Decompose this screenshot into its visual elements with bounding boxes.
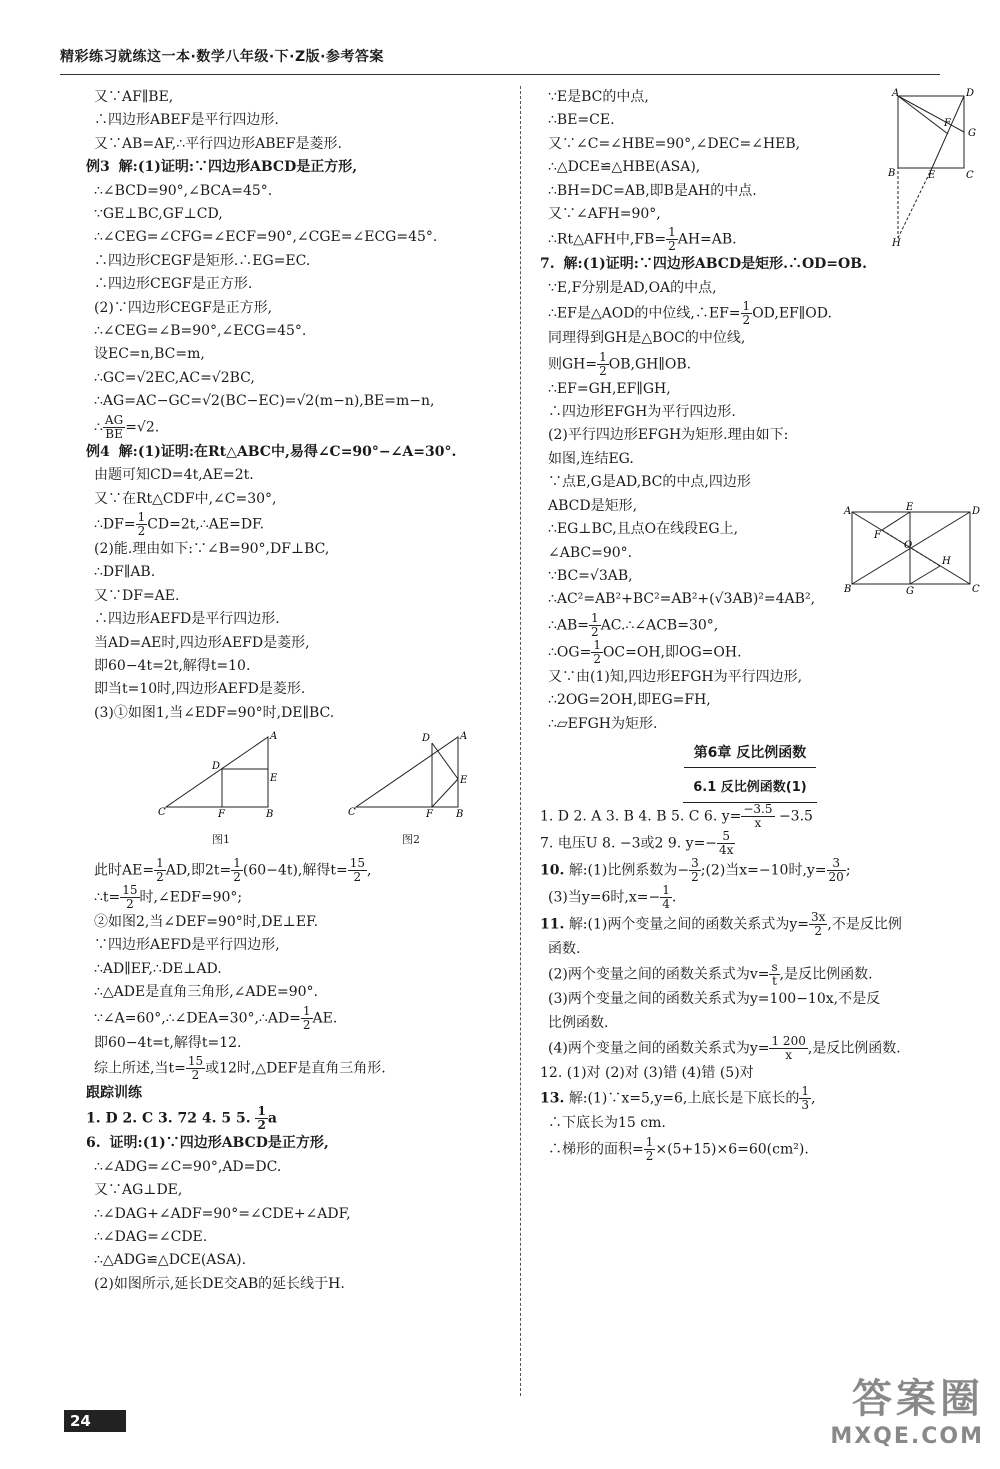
- example-label: 例4: [86, 443, 110, 460]
- fraction: $\frac{1}{4}$: [662, 882, 670, 911]
- svg-text:H: H: [942, 556, 951, 567]
- answer-line: 7. 电压U 8. −3或2 9. y=− $\frac{5}{4x}$: [540, 828, 734, 857]
- fraction: $\frac{3}{20}$: [828, 855, 844, 884]
- figure-caption: 图1: [212, 832, 230, 846]
- fraction: $\frac{3}{2}$: [691, 855, 699, 884]
- text-line: ∴EG⊥BC,且点O在线段EG上,: [548, 521, 739, 538]
- svg-text:D: D: [972, 506, 981, 517]
- formula-line: (3)当y=6时,x=− $\frac{1}{4}$ .: [548, 882, 677, 911]
- svg-text:A: A: [270, 731, 278, 743]
- text-line: ∴∠DAG=∠CDE.: [94, 1229, 208, 1246]
- text-line: ∵E,F分别是AD,OA的中点,: [548, 279, 717, 296]
- text-line: (2)∵四边形CEGF是正方形,: [94, 299, 273, 316]
- question-10-line: 10. 解:(1)比例系数为− $\frac{3}{2}$ ;(2)当x=−10时,y= $\frac{3}{20}$ ;: [540, 855, 851, 884]
- svg-text:F: F: [944, 118, 951, 129]
- fraction: $\frac{1}{2}$: [668, 225, 676, 254]
- column-divider: [520, 86, 521, 1396]
- watermark-url: MXQE.COM: [830, 1424, 984, 1449]
- text-line: 当AD=AE时,四边形AEFD是菱形,: [94, 634, 310, 651]
- svg-text:O: O: [904, 540, 913, 551]
- fraction: $\frac{1}{2}$: [599, 349, 607, 378]
- text-line: ∴△DCE≌△HBE(ASA),: [548, 159, 701, 176]
- svg-text:C: C: [158, 807, 166, 819]
- fraction: $\frac{1 200}{x}$: [771, 1033, 806, 1062]
- svg-text:E: E: [270, 773, 278, 785]
- text-line: 如图,连结EG.: [548, 450, 634, 467]
- text-line: ∴GC=√2EC,AC=√2BC,: [94, 369, 255, 386]
- svg-text:F: F: [426, 809, 433, 821]
- text-line: ∴∠ADG=∠C=90°,AD=DC.: [94, 1158, 282, 1175]
- fraction: $\frac{15}{2}$: [187, 1054, 204, 1082]
- text-line: 由题可知CD=4t,AE=2t.: [94, 467, 254, 484]
- answer-line: 12. (1)对 (2)对 (3)错 (4)错 (5)对: [540, 1064, 754, 1081]
- formula-line: 则GH= $\frac{1}{2}$ OB,GH∥OB.: [548, 349, 692, 378]
- formula-line: ∴DF= $\frac{1}{2}$ CD=2t,∴AE=DF.: [94, 509, 265, 538]
- question-6-line: 6. 证明:(1)∵四边形ABCD是正方形,: [86, 1135, 329, 1152]
- formula-line: ∴Rt△AFH中,FB= $\frac{1}{2}$ AH=AB.: [548, 225, 737, 254]
- text-line: ∴2OG=2OH,即EG=FH,: [548, 692, 711, 709]
- text-line: ∠ABC=90°.: [548, 544, 633, 561]
- text-line: 又∵AG⊥DE,: [94, 1182, 183, 1199]
- svg-text:E: E: [928, 170, 936, 181]
- text-line: (2)如图所示,延长DE交AB的延长线于H.: [94, 1275, 345, 1292]
- fraction: $\frac{1}{2}$: [593, 637, 601, 666]
- fraction: $\frac{AG}{BE}$: [104, 412, 124, 441]
- page-number: 24: [64, 1410, 126, 1432]
- fraction: $\frac{s}{t}$: [771, 960, 778, 989]
- answer-line: 1. D 2. C 3. 72 4. 5 5. $\frac{1}{2}$ a: [86, 1104, 277, 1133]
- text-line: ∴AD∥EF,∴DE⊥AD.: [94, 960, 222, 977]
- watermark: [830, 1367, 984, 1449]
- text-line: 设EC=n,BC=m,: [94, 346, 205, 363]
- chapter-title: 第6章 反比例函数: [684, 742, 817, 768]
- section-heading: [540, 774, 960, 802]
- text-line: ∵GE⊥BC,GF⊥CD,: [94, 206, 223, 223]
- svg-text:F: F: [218, 809, 225, 821]
- figure-2-diagram: [346, 729, 476, 819]
- svg-text:H: H: [892, 238, 901, 249]
- figure-1: [156, 729, 286, 851]
- fraction: $\frac{1}{2}$: [156, 855, 164, 884]
- text-line: ∴△ADG≌△DCE(ASA).: [94, 1252, 247, 1269]
- formula-line: ∵∠A=60°,∴∠DEA=30°,∴AD= $\frac{1}{2}$ AE.: [94, 1003, 338, 1032]
- fraction: $\frac{1}{2}$: [645, 1134, 654, 1163]
- chapter-heading: [540, 742, 960, 768]
- text-line: ∴▱EFGH为矩形.: [548, 715, 658, 732]
- formula-line: ∴EF是△AOD的中位线,∴EF= $\frac{1}{2}$ OD,EF∥OD.: [548, 299, 832, 328]
- question-11-line: 11. 解:(1)两个变量之间的函数关系式为y= $\frac{3x}{2}$ ,不是反比例: [540, 909, 902, 938]
- fraction: $\frac{15}{2}$: [122, 882, 138, 911]
- section-title: 6.1 反比例函数(1): [683, 774, 816, 802]
- text-line: ∴△ADE是直角三角形,∠ADE=90°.: [94, 984, 318, 1001]
- rectangle-figure: [842, 502, 981, 597]
- formula-line: ∴梯形的面积= $\frac{1}{2}$ ×(5+15)×6=60(cm²).: [548, 1134, 809, 1163]
- formula-line: 此时AE= $\frac{1}{2}$ AD,即2t= $\frac{1}{2}$ (60−4t),解得t= $\frac{15}{2}$ ,: [94, 855, 372, 884]
- answer-line: 1. D 2. A 3. B 4. B 5. C 6. y= $\frac{-3.5}{x}$ −3.5: [540, 801, 813, 830]
- text-line: ∴下底长为15 cm.: [548, 1115, 666, 1132]
- section-title: 跟踪训练: [86, 1085, 142, 1101]
- text-line: 又∵∠C=∠HBE=90°,∠DEC=∠HEB,: [548, 135, 801, 152]
- formula-line: (2)两个变量之间的函数关系式为v= $\frac{s}{t}$ ,是反比例函数.: [548, 960, 873, 989]
- svg-text:A: A: [844, 506, 852, 517]
- svg-text:B: B: [844, 584, 852, 595]
- figure-1-diagram: [156, 729, 286, 819]
- formula-line: (4)两个变量之间的函数关系式为y= $\frac{1 200}{x}$ ,是反比例函数.: [548, 1033, 901, 1062]
- text-line: 又∵DF=AE.: [94, 587, 180, 604]
- svg-text:B: B: [266, 809, 274, 821]
- svg-text:A: A: [892, 88, 900, 99]
- text-line: (2)平行四边形EFGH为矩形.理由如下:: [548, 427, 789, 444]
- text-line: 同理得到GH是△BOC的中位线,: [548, 330, 746, 347]
- text-line: ∴BH=DC=AB,即B是AH的中点.: [548, 182, 757, 199]
- svg-text:C: C: [972, 584, 980, 595]
- fraction: $\frac{1}{3}$: [801, 1084, 809, 1113]
- text-line: ∴四边形CEGF是矩形.∴EG=EC.: [94, 252, 311, 269]
- fraction: $\frac{1}{2}$: [257, 1104, 266, 1133]
- svg-text:B: B: [456, 809, 464, 821]
- text-line: ∵E是BC的中点,: [548, 89, 649, 105]
- text-line: 比例函数.: [548, 1014, 609, 1031]
- svg-text:A: A: [460, 731, 468, 743]
- fraction: $\frac{5}{4x}$: [719, 828, 734, 857]
- fraction: $\frac{1}{2}$: [742, 299, 751, 328]
- text-line: ∴∠BCD=90°,∠BCA=45°.: [94, 182, 273, 199]
- text-line: (3)①如图1,当∠EDF=90°时,DE∥BC.: [94, 704, 335, 721]
- text-line: ∴DF∥AB.: [94, 564, 156, 581]
- text-line: ∴BE=CE.: [548, 112, 615, 129]
- text-line: 即当t=10时,四边形AEFD是菱形.: [94, 681, 306, 698]
- formula-line: ∴AB= $\frac{1}{2}$ AC.∴∠ACB=30°,: [548, 610, 719, 639]
- example-3-line: 例3 解:(1)证明:∵四边形ABCD是正方形,: [86, 159, 358, 176]
- formula-line: 综上所述,当t= $\frac{15}{2}$ 或12时,△DEF是直角三角形.: [94, 1054, 386, 1082]
- text-line: 又∵AB=AF,∴平行四边形ABEF是菱形.: [94, 135, 342, 152]
- svg-text:E: E: [906, 502, 914, 513]
- svg-text:B: B: [888, 168, 896, 179]
- figure-row: [126, 729, 506, 851]
- text-line: ∵BC=√3AB,: [548, 567, 633, 584]
- example-label: 例3: [86, 159, 110, 176]
- fraction: $\frac{-3.5}{x}$: [743, 801, 773, 830]
- text-line: ∴∠DAG+∠ADF=90°=∠CDE+∠ADF,: [94, 1205, 351, 1222]
- text-line: 又∵在Rt△CDF中,∠C=30°,: [94, 490, 277, 507]
- text-line: ∴四边形CEGF是正方形.: [94, 276, 253, 293]
- text-line: ∴四边形ABEF是平行四边形.: [94, 112, 279, 129]
- text-line: 又∵∠AFH=90°,: [548, 206, 661, 223]
- svg-text:C: C: [348, 807, 356, 819]
- question-13-line: 13. 解:(1)∵x=5,y=6,上底长是下底长的 $\frac{1}{3}$ ,: [540, 1084, 816, 1113]
- svg-text:F: F: [874, 530, 881, 541]
- fraction: $\frac{1}{2}$: [302, 1003, 311, 1032]
- text-line: 函数.: [548, 940, 581, 957]
- fraction: $\frac{1}{2}$: [233, 855, 241, 884]
- text-line: ∴AG=AC−GC=√2(BC−EC)=√2(m−n),BE=m−n,: [94, 393, 435, 410]
- formula-line: ∴t= $\frac{15}{2}$ 时,∠EDF=90°;: [94, 882, 243, 911]
- text-line: ∵四边形AEFD是平行四边形,: [94, 937, 280, 954]
- text-line: ∴AC²=AB²+BC²=AB²+(√3AB)²=4AB²,: [548, 591, 816, 608]
- text-line: ABCD是矩形,: [548, 497, 638, 514]
- fraction: $\frac{1}{2}$: [591, 610, 599, 639]
- text-line: ∴∠CEG=∠CFG=∠ECF=90°,∠CGE=∠ECG=45°.: [94, 229, 438, 246]
- svg-text:D: D: [422, 733, 431, 745]
- formula-line: ∴OG= $\frac{1}{2}$ OC=OH,即OG=OH.: [548, 637, 742, 666]
- svg-text:G: G: [968, 128, 976, 139]
- text-line: ∴EF=GH,EF∥GH,: [548, 380, 671, 397]
- text-line: ②如图2,当∠DEF=90°时,DE⊥EF.: [94, 913, 319, 930]
- text-line: 即60−4t=2t,解得t=10.: [94, 657, 251, 674]
- text-line: 又∵由(1)知,四边形EFGH为平行四边形,: [548, 668, 803, 685]
- figure-2: [346, 729, 476, 851]
- svg-text:E: E: [460, 775, 468, 787]
- page-header: 精彩练习就练这一本·数学八年级·下·Z版·参考答案: [60, 46, 940, 75]
- square-figure: [888, 88, 980, 248]
- text-line: 又∵AF∥BE,: [94, 89, 174, 105]
- left-column: [86, 86, 506, 1296]
- svg-text:C: C: [966, 170, 974, 181]
- text-line: ∵点E,G是AD,BC的中点,四边形: [548, 474, 751, 491]
- text-line: (3)两个变量之间的函数关系式为y=100−10x,不是反: [548, 991, 881, 1008]
- text-line: ∴∠CEG=∠B=90°,∠ECG=45°.: [94, 323, 307, 340]
- svg-text:G: G: [906, 586, 914, 597]
- text-line: ∴四边形AEFD是平行四边形.: [94, 611, 280, 628]
- svg-text:D: D: [212, 761, 221, 773]
- fraction: $\frac{1}{2}$: [137, 509, 146, 538]
- text-line: (2)能.理由如下:∵∠B=90°,DF⊥BC,: [94, 540, 330, 557]
- text-line: ∴四边形EFGH为平行四边形.: [548, 404, 736, 421]
- fraction: $\frac{15}{2}$: [349, 855, 365, 884]
- watermark-logo-text: 答案圈: [852, 1376, 984, 1422]
- svg-text:D: D: [966, 88, 975, 99]
- text-line: 即60−4t=t,解得t=12.: [94, 1034, 242, 1051]
- fraction: $\frac{3x}{2}$: [811, 909, 826, 938]
- example-4-line: 例4 解:(1)证明:在Rt△ABC中,易得∠C=90°−∠A=30°.: [86, 443, 457, 460]
- figure-caption: 图2: [402, 832, 420, 846]
- question-7-line: 7. 解:(1)证明:∵四边形ABCD是矩形.∴OD=OB.: [540, 256, 867, 273]
- formula-line: ∴ $\frac{AG}{BE}$ =√2.: [94, 412, 160, 441]
